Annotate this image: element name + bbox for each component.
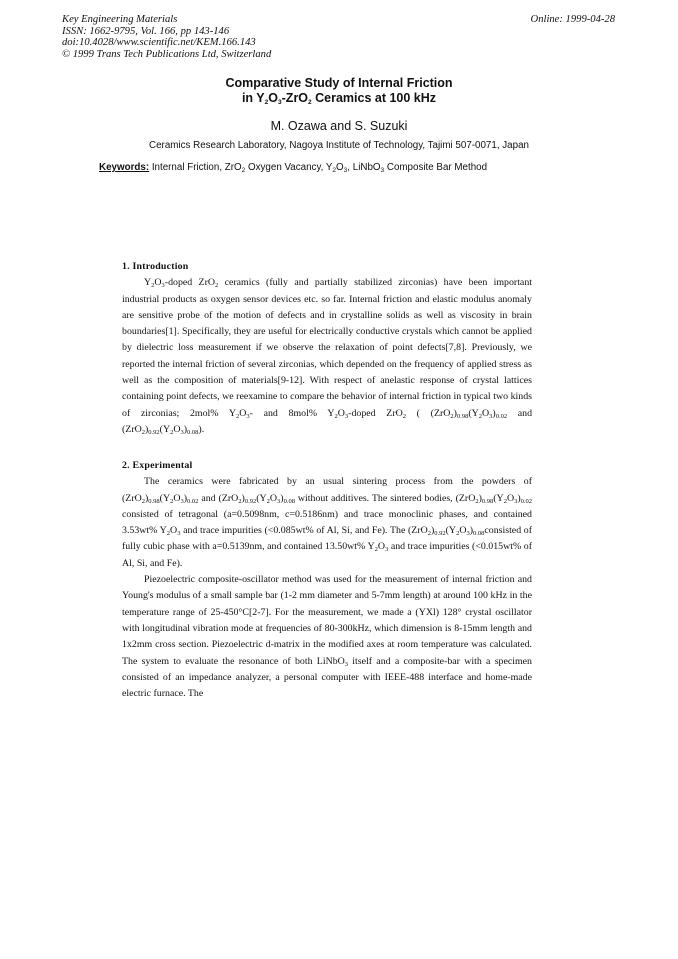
keywords-label: Keywords:: [99, 162, 150, 173]
experimental-paragraph-1: The ceramics were fabricated by an usual sintering process from the powders of $(ZrO_2)_{0.98}(Y_2O_3)_{0.02}$ and $(ZrO_2)_{0.92}(Y_2O_3)_{0.08}$ without additives. The sintered bodies, $(ZrO_2)_{0.98}(Y_2O_3)_{0.02}$ consisted of tetragonal (a=0.5098nm, c=0.5186nm) and trace monoclinic phases, and contained 3.53wt% $Y_2O_3$ and trace impurities (<0.085wt% of Al, Si, and Fe). The $(ZrO_2)_{0.92}(Y_2O_3)_{0.08}consisted$ of fully cubic phase with a=0.5139nm, and contained 13.50wt% $Y_2O_3$ and trace impurities (<0.015wt% of Al, Si, and Fe).: [122, 476, 533, 569]
paper-title: [0, 76, 678, 106]
affiliation: Ceramics Research Laboratory, Nagoya Institute of Technology, Tajimi 507-0071, Japan: [149, 140, 529, 151]
title-line-1: Comparative Study of Internal Friction: [225, 76, 453, 90]
doi-link[interactable]: doi:10.4028/www.scientific.net/KEM.166.143: [62, 37, 256, 49]
title-line-2: in $Y_2O_3-ZrO_2$ Ceramics at 100 kHz: [241, 91, 437, 106]
journal-header: [62, 14, 271, 60]
authors: M. Ozawa and S. Suzuki: [270, 119, 408, 133]
copyright-line: © 1999 Trans Tech Publications Ltd, Switzerland: [62, 48, 272, 60]
experimental-paragraph-2: Piezoelectric composite-oscillator method was used for the measurement of internal friction and Young's modulus of a small sample bar (1-2 mm diameter and 5-7mm length) at around 100 kHz in the temperature range of 25-450°C[2-7]. For the measurement, we made a (YXl) 128° crystal oscillator with longitudinal vibration mode at frequencies of 80-300kHz, which dimension is 8-15mm length and 1x2mm cross section. Piezoelectric d-matrix in the modified axes at room temperature was calculated. The system to evaluate the resonance of both LiNbO$_3$ itself and a composite-bar with a specimen consisted of an impedance analyzer, a personal computer with IEEE-488 interface and home-made electric furnace. The: [122, 574, 532, 700]
introduction-section: [122, 259, 532, 438]
online-date: Online: 1999-04-28: [530, 14, 615, 25]
journal-name: Key Engineering Materials: [62, 14, 178, 25]
introduction-paragraph: $Y_2O_3$-doped ZrO$_2$ ceramics (fully and partially stabilized zirconias) have been important industrial products as oxygen sensor devices etc. so far. Internal friction and elastic modulus anomaly are sensitive probe of the motion of defects and in crystalline solids as well as viscosity in brain boundaries[1]. Specifically, they are useful for electrically conductive crystals which cannot be applied by dielectric loss measurement if we observe the relaxation of point defects[7,8]. Previously, we reported the internal friction of several zirconias, which depended on the frequency of applied stress as well as the composition of materials[9-12]. With respect of anelastic response of crystal lattices containing point defects, we reexamine to compare the behavior of internal friction in typical two kinds of zirconias; 2mol% $Y_2O_3-$ and 8mol% $Y_2O_3$-doped ZrO$_2$ ( $(ZrO_2)_{0.98}(Y_2O_3)_{0.02}$ and $(ZrO_2)_{0.92}(Y_2O_3)_{0.08}$).: [122, 277, 533, 436]
issn-line: ISSN: 1662-9795, Vol. 166, pp 143-146: [62, 25, 230, 37]
experimental-heading: 2. Experimental: [122, 460, 193, 471]
experimental-section: [122, 458, 532, 702]
keywords: Keywords: Internal Friction, ZrO$_2$ Oxygen Vacancy, $Y_2O_3$, LiNbO$_3$ Composite Bar Method: [99, 162, 488, 174]
introduction-heading: 1. Introduction: [122, 261, 189, 272]
